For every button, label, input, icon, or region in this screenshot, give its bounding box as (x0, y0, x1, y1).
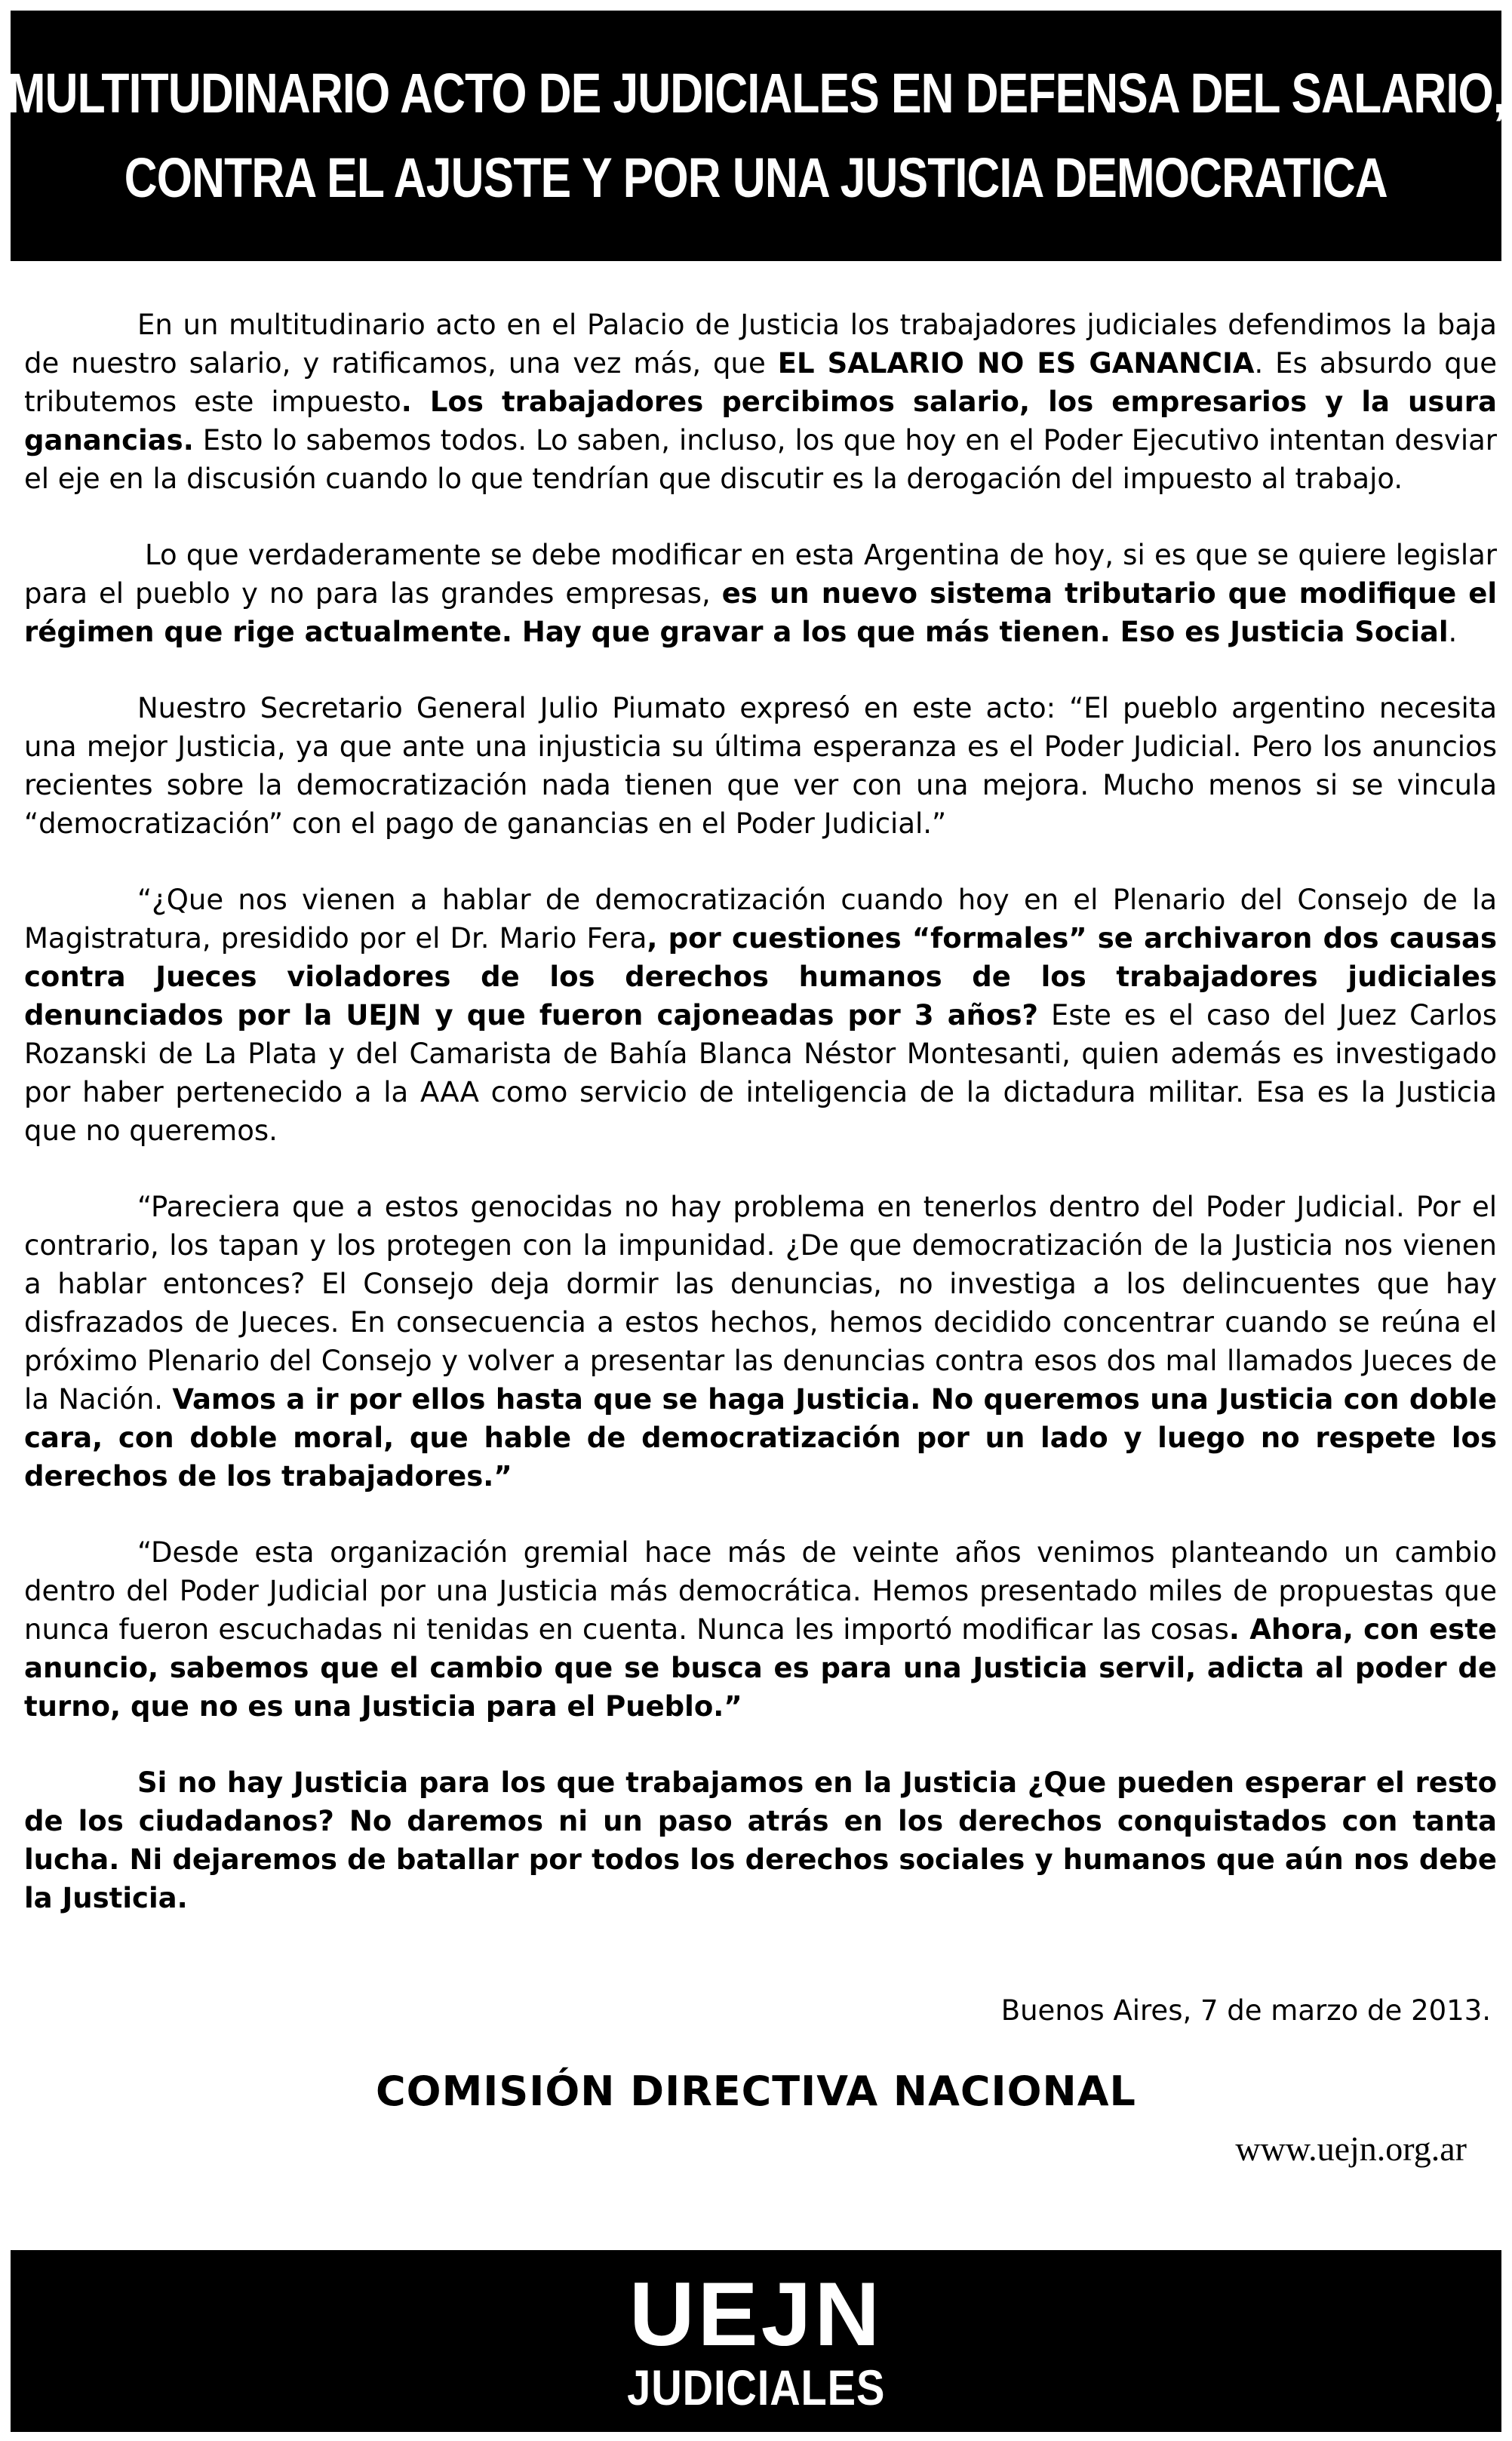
headline-line-1: MULTITUDINARIO ACTO DE JUDICIALES EN DEFENSA DEL SALARIO, (7, 62, 1505, 125)
p7-bold-b: Si no hay Justicia para los que trabajamos en la Justicia ¿Que pueden esperar el resto de los ciudadanos? No daremos ni un paso atrás en los derechos conquistados con tanta lucha. Ni dejaremos de batallar por todos los derechos sociales y humanos que aún nos debe la Justicia. (24, 1766, 1497, 1914)
website-link[interactable]: www.uejn.org.ar (1235, 2129, 1467, 2168)
paragraph-2 (24, 536, 1497, 651)
footer-logo-banner (11, 2250, 1501, 2432)
article-body (24, 306, 1497, 1955)
paragraph-7 (24, 1763, 1497, 1917)
headline-line-2: CONTRA EL AJUSTE Y POR UNA JUSTICIA DEMOCRATICA (124, 146, 1388, 209)
p4-text-a: “¿Que nos vienen a hablar de democratización cuando hoy en el Plenario del Consejo de la Magistratura, presidido por el Dr. Mario Fera (24, 884, 1497, 955)
header-banner (7, 11, 1505, 261)
p4-text-c: Este es el caso del Juez Carlos Rozanski de La Plata y del Camarista de Bahía Blanca Néstor Montesanti, quien además es investigado por haber pertenecido a la AAA como servicio de inteligencia de la dictadura militar. Esa es la Justicia que no queremos. (24, 999, 1497, 1147)
p4-bold-b: , por cuestiones “formales” se archivaron dos causas contra Jueces violadores de los derechos humanos de los trabajadores judiciales denunciados por la UEJN y que fueron cajoneadas por 3 años? (24, 922, 1497, 1031)
paragraph-6 (24, 1533, 1497, 1726)
signature-commission: COMISIÓN DIRECTIVA NACIONAL (376, 2067, 1136, 2115)
paragraph-1 (24, 306, 1497, 498)
p5-bold-b: Vamos a ir por ellos hasta que se haga Justicia. No queremos una Justicia con doble cara, con doble moral, que hable de democratización por un lado y luego no respete los derechos de los trabajadores.” (24, 1383, 1497, 1493)
p2-text-c: . (1448, 616, 1458, 648)
date-line: Buenos Aires, 7 de marzo de 2013. (1000, 1994, 1491, 2027)
p1-text-a: En un multitudinario acto en el Palacio de Justicia los trabajadores judiciales defendimos la baja de nuestro salario, y ratificamos, una vez más, que (24, 309, 1497, 380)
p6-bold-b: . Ahora, con este anuncio, sabemos que el cambio que se busca es para una Justicia servil, adicta al poder de turno, que no es una Justicia para el Pueblo.” (24, 1613, 1497, 1723)
p5-text-a: “Pareciera que a estos genocidas no hay problema en tenerlos dentro del Poder Judicial. Por el contrario, los tapan y los protegen con la impunidad. ¿De que democratización de la Justicia nos vienen a hablar entonces? El Consejo deja dormir las denuncias, no investiga a los delincuentes que hay disfrazados de Jueces. En consecuencia a estos hechos, hemos decidido concentrar cuando se reúna el próximo Plenario del Consejo y volver a presentar las denuncias contra esos dos mal llamados Jueces de la Nación. (24, 1191, 1497, 1416)
judiciales-logo-text: JUDICIALES (626, 2359, 886, 2415)
p6-text-a: “Desde esta organización gremial hace más de veinte años venimos planteando un cambio dentro del Poder Judicial por una Justicia más democrática. Hemos presentado miles de propuestas que nunca fueron escuchadas ni tenidas en cuenta. Nunca les importó modificar las cosas (24, 1536, 1497, 1646)
p1-text-e: Esto lo sabemos todos. Lo saben, incluso, los que hoy en el Poder Ejecutivo intentan desviar el eje en la discusión cuando lo que tendrían que discutir es la derogación del impuesto al trabajo. (24, 424, 1497, 495)
p3-text-a: Nuestro Secretario General Julio Piumato expresó en este acto: “El pueblo argentino necesita una mejor Justicia, ya que ante una injusticia su última esperanza es el Poder Judicial. Pero los anuncios recientes sobre la democratización nada tienen que ver con una mejora. Mucho menos si se vincula “democratización” con el pago de ganancias en el Poder Judicial.” (24, 692, 1497, 840)
paragraph-4 (24, 881, 1497, 1150)
paragraph-3 (24, 689, 1497, 843)
p2-text-a: Lo que verdaderamente se debe modificar en esta Argentina de hoy, si es que se quiere legislar para el pueblo y no para las grandes empresas, (24, 539, 1497, 610)
p1-bold-b: EL SALARIO NO ES GANANCIA (777, 347, 1255, 380)
p1-bold-d: . Los trabajadores percibimos salario, los empresarios y la usura ganancias. (24, 386, 1497, 457)
p2-bold-b: es un nuevo sistema tributario que modifique el régimen que rige actualmente. Hay que gravar a los que más tienen. Eso es Justicia Social (24, 577, 1498, 648)
paragraph-5 (24, 1188, 1497, 1496)
p1-text-c: . Es absurdo que tributemos este impuesto (24, 347, 1497, 418)
uejn-logo-text: UEJN (628, 2263, 884, 2365)
